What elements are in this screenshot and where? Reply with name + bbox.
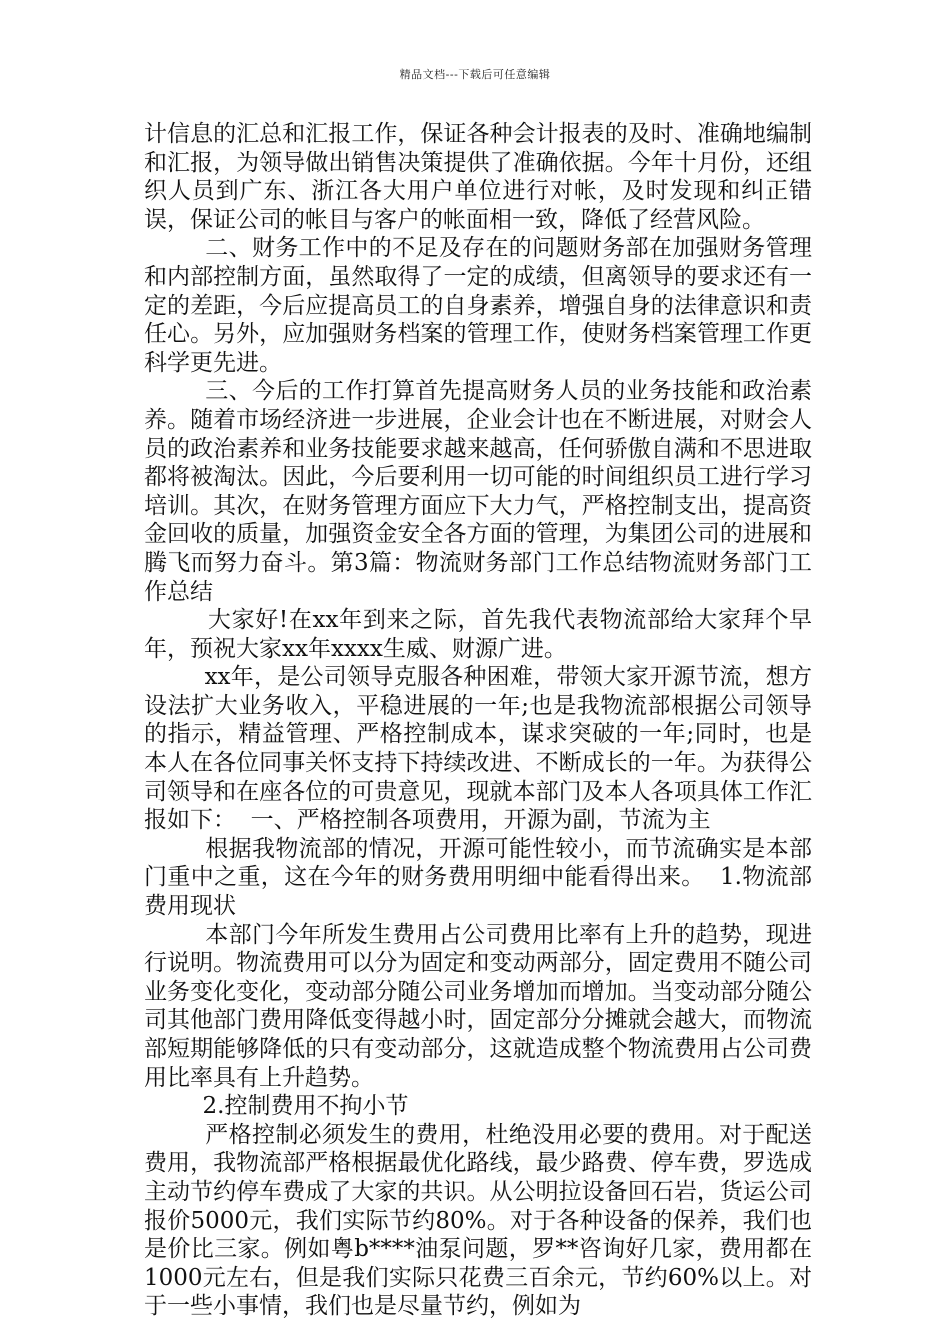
paragraph: 二、财务工作中的不足及存在的问题财务部在加强财务管理和内部控制方面，虽然取得了一定的成绩，但离领导的要求还有一定的差距，今后应提高员工的自身素养，增强自身的法律意识和责任心。另外，应加强财务档案的管理工作，使财务档案管理工作更科学更先进。 bbox=[144, 235, 812, 376]
paragraph: 严格控制必须发生的费用，杜绝没用必要的费用。对于配送费用，我物流部严格根据最优化路线，最少路费、停车费，罗选成主动节约停车费成了大家的共识。从公明拉设备回石岩，货运公司报价5000元，我们实际节约80%。对于各种设备的保养，我们也是价比三家。例如粤b****油泵问题，罗**咨询好几家，费用都在1000元左右，但是我们实际只花费三百余元，节约60%以上。对于一些小事情，我们也是尽量节约，例如为 bbox=[144, 1121, 812, 1320]
paragraph: 大家好!在xx年到来之际，首先我代表物流部给大家拜个早年，预祝大家xx年xxxx生威、财源广进。 bbox=[144, 607, 812, 662]
paragraph: 计信息的汇总和汇报工作，保证各种会计报表的及时、准确地编制和汇报，为领导做出销售决策提供了准确依据。今年十月份，还组织人员到广东、浙江各大用户单位进行对帐，及时发现和纠正错误，保证公司的帐目与客户的帐面相一致，降低了经营风险。 bbox=[144, 121, 812, 233]
paragraph: 2.控制费用不拘小节 bbox=[144, 1093, 409, 1120]
page-header: 精品文档---下载后可任意编辑 bbox=[399, 68, 551, 81]
document-body bbox=[144, 120, 812, 1321]
paragraph: 本部门今年所发生费用占公司费用比率有上升的趋势，现进行说明。物流费用可以分为固定和变动两部分，固定费用不随公司业务变化变化，变动部分随公司业务增加而增加。当变动部分随公司其他部门费用降低变得越小时，固定部分分摊就会越大，而物流部短期能够降低的只有变动部分，这就造成整个物流费用占公司费用比率具有上升趋势。 bbox=[144, 921, 812, 1091]
paragraph: xx年，是公司领导克服各种困难，带领大家开源节流，想方设法扩大业务收入，平稳进展的一年;也是我物流部根据公司领导的指示，精益管理、严格控制成本，谋求突破的一年;同时，也是本人在各位同事关怀支持下持续改进、不断成长的一年。为获得公司领导和在座各位的可贵意见，现就本部门及本人各项具体工作汇报如下： 一、严格控制各项费用，开源为副，节流为主 bbox=[144, 664, 812, 834]
paragraph: 根据我物流部的情况，开源可能性较小，而节流确实是本部门重中之重，这在今年的财务费用明细中能看得出来。 1.物流部费用现状 bbox=[144, 835, 812, 920]
paragraph: 三、今后的工作打算首先提高财务人员的业务技能和政治素养。随着市场经济进一步进展，企业会计也在不断进展，对财会人员的政治素养和业务技能要求越来越高，任何骄傲自满和不思进取都将被淘汰。因此，今后要利用一切可能的时间组织员工进行学习培训。其次，在财务管理方面应下大力气，严格控制支出，提高资金回收的质量，加强资金安全各方面的管理，为集团公司的进展和腾飞而努力奋斗。第3篇：物流财务部门工作总结物流财务部门工作总结 bbox=[144, 378, 812, 605]
